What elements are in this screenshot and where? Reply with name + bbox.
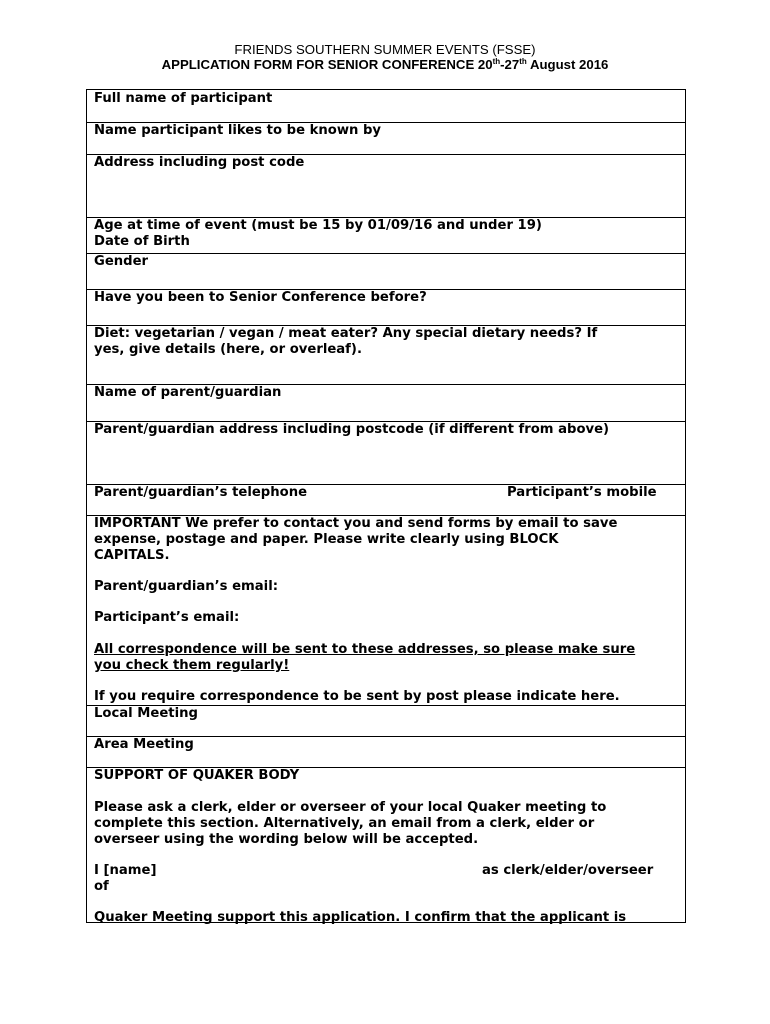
age-field[interactable] (87, 217, 685, 253)
contact-email-section[interactable] (87, 515, 685, 705)
parent-phone-label: Parent/guardian’s telephone (94, 485, 308, 500)
support-text-line1: Please ask a clerk, elder or overseer of your local Quaker meeting to (94, 800, 607, 815)
parent-name-field[interactable] (87, 384, 685, 421)
dob-label: Date of Birth (94, 234, 190, 249)
support-text-line2: complete this section. Alternatively, an email from a clerk, elder or (94, 816, 595, 831)
support-heading: SUPPORT OF QUAKER BODY (94, 768, 300, 783)
parent-name-label: Name of parent/guardian (94, 385, 282, 400)
full-name-field[interactable] (87, 90, 685, 122)
important-line2: expense, postage and paper. Please write clearly using BLOCK (94, 532, 559, 547)
org-name: FRIENDS SOUTHERN SUMMER EVENTS (FSSE) (234, 42, 536, 57)
i-name-label: I [name] (94, 863, 157, 878)
full-name-label: Full name of participant (94, 91, 273, 106)
important-line1: IMPORTANT We prefer to contact you and send forms by email to save (94, 516, 618, 531)
diet-label-line2: yes, give details (here, or overleaf). (94, 342, 362, 357)
correspondence-note-line1: All correspondence will be sent to these addresses, so please make sure (94, 642, 636, 657)
local-meeting-field[interactable] (87, 705, 685, 736)
title-sup-start: th (492, 57, 501, 66)
been-before-field[interactable] (87, 289, 685, 325)
of-label: of (94, 879, 109, 894)
telephone-field[interactable] (87, 484, 685, 515)
as-clerk-label: as clerk/elder/overseer (482, 863, 654, 878)
area-meeting-field[interactable] (87, 736, 685, 767)
form-title (0, 57, 770, 72)
title-mid: -27 (500, 57, 520, 72)
address-label: Address including post code (94, 155, 305, 170)
correspondence-note-line2-text: you check them regularly! (94, 658, 290, 673)
participant-email-label: Participant’s email: (94, 610, 240, 625)
parent-address-label: Parent/guardian address including postcode (if different from above) (94, 422, 610, 437)
known-as-label: Name participant likes to be known by (94, 123, 382, 138)
participant-mobile-label: Participant’s mobile (507, 485, 657, 500)
gender-label: Gender (94, 254, 149, 269)
support-text-line3: overseer using the wording below will be accepted. (94, 832, 479, 847)
area-meeting-label: Area Meeting (94, 737, 194, 752)
title-prefix: APPLICATION FORM FOR SENIOR CONFERENCE 20 (161, 57, 493, 72)
local-meeting-label: Local Meeting (94, 706, 198, 721)
parent-address-field[interactable] (87, 421, 685, 484)
confirm-statement: Quaker Meeting support this application. I confirm that the applicant is (94, 910, 627, 925)
parent-email-label: Parent/guardian’s email: (94, 579, 278, 594)
diet-label-line1: Diet: vegetarian / vegan / meat eater? Any special dietary needs? If (94, 326, 598, 341)
address-field[interactable] (87, 154, 685, 217)
diet-field[interactable] (87, 325, 685, 384)
correspondence-note-line2 (94, 658, 679, 674)
age-label: Age at time of event (must be 15 by 01/09/16 and under 19) (94, 218, 542, 233)
application-form-table (86, 89, 686, 923)
known-as-field[interactable] (87, 122, 685, 154)
been-before-label: Have you been to Senior Conference before? (94, 290, 427, 305)
important-line3: CAPITALS. (94, 548, 170, 563)
gender-field[interactable] (87, 253, 685, 289)
title-suffix: August 2016 (526, 57, 609, 72)
title-sup-end: th (519, 57, 527, 66)
post-request-label: If you require correspondence to be sent by post please indicate here. (94, 689, 620, 704)
quaker-support-section[interactable] (87, 767, 685, 925)
